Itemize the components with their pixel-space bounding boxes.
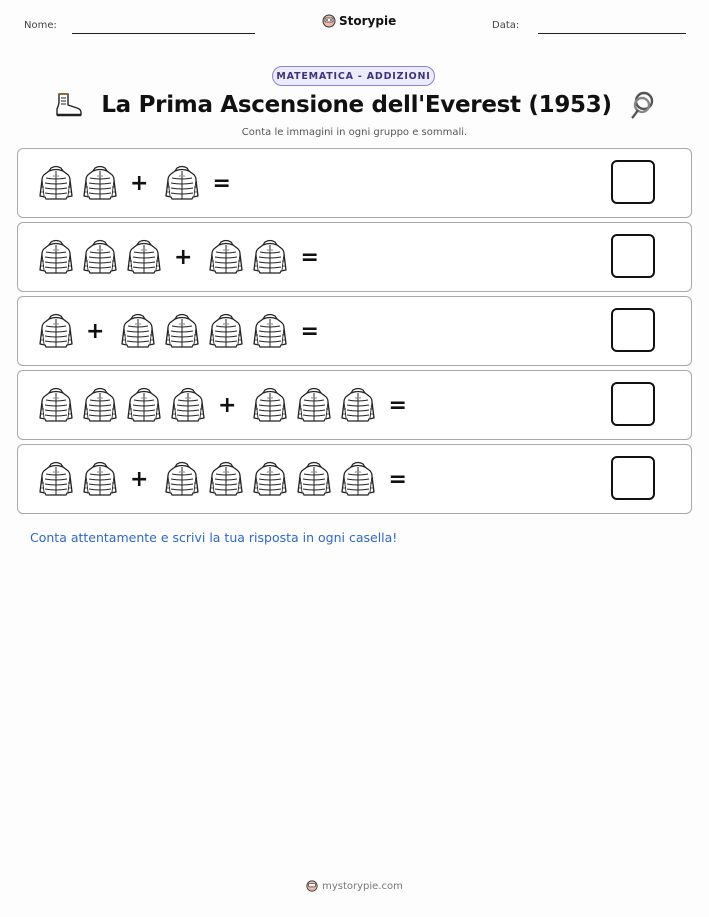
problem-row (17, 222, 692, 292)
title-row (0, 90, 709, 120)
answer-box[interactable] (611, 456, 655, 500)
storypie-mascot-icon (322, 14, 336, 28)
puffer-jacket-icon (162, 459, 202, 499)
problem-row (17, 370, 692, 440)
puffer-jacket-icon (250, 385, 290, 425)
equals-sign: = (300, 244, 319, 270)
instruction-text: Conta attentamente e scrivi la tua risposta in ogni casella! (30, 530, 398, 545)
plus-sign: + (130, 170, 149, 196)
plus-sign: + (130, 466, 149, 492)
puffer-jacket-icon (162, 163, 202, 203)
addition-expression (36, 237, 319, 277)
puffer-jacket-icon (80, 385, 120, 425)
hiking-boot-icon (53, 91, 83, 119)
puffer-jacket-icon (36, 459, 76, 499)
puffer-jacket-icon (206, 311, 246, 351)
puffer-jacket-icon (338, 459, 378, 499)
puffer-jacket-icon (36, 237, 76, 277)
site-url: mystorypie.com (322, 880, 403, 892)
answer-box[interactable] (611, 382, 655, 426)
storypie-mascot-icon (306, 880, 318, 892)
instructions-subtitle: Conta le immagini in ogni gruppo e sommali. (241, 127, 468, 138)
rope-icon (630, 90, 656, 120)
problem-row (17, 148, 692, 218)
puffer-jacket-icon (162, 311, 202, 351)
puffer-jacket-icon (124, 385, 164, 425)
equals-sign: = (300, 318, 319, 344)
plus-sign: + (218, 392, 237, 418)
name-line[interactable] (72, 33, 255, 34)
puffer-jacket-icon (124, 237, 164, 277)
puffer-jacket-icon (118, 311, 158, 351)
puffer-jacket-icon (206, 237, 246, 277)
addition-expression (36, 163, 231, 203)
answer-box[interactable] (611, 160, 655, 204)
addition-expression (36, 385, 407, 425)
footer (0, 880, 709, 892)
addition-expression (36, 459, 407, 499)
date-label: Data: (492, 20, 520, 31)
answer-box[interactable] (611, 234, 655, 278)
puffer-jacket-icon (80, 237, 120, 277)
puffer-jacket-icon (80, 459, 120, 499)
puffer-jacket-icon (80, 163, 120, 203)
puffer-jacket-icon (250, 311, 290, 351)
date-line[interactable] (538, 33, 686, 34)
plus-sign: + (174, 244, 193, 270)
problem-row (17, 444, 692, 514)
problem-row (17, 296, 692, 366)
page-title: La Prima Ascensione dell'Everest (1953) (101, 92, 612, 118)
storypie-logo (322, 14, 396, 28)
puffer-jacket-icon (250, 459, 290, 499)
answer-box[interactable] (611, 308, 655, 352)
addition-expression (36, 311, 319, 351)
puffer-jacket-icon (168, 385, 208, 425)
equals-sign: = (212, 170, 231, 196)
puffer-jacket-icon (294, 459, 334, 499)
plus-sign: + (86, 318, 105, 344)
puffer-jacket-icon (338, 385, 378, 425)
puffer-jacket-icon (294, 385, 334, 425)
brand-name: Storypie (339, 14, 397, 28)
puffer-jacket-icon (36, 163, 76, 203)
puffer-jacket-icon (36, 311, 76, 351)
name-label: Nome: (24, 20, 57, 31)
equals-sign: = (388, 466, 407, 492)
puffer-jacket-icon (206, 459, 246, 499)
subject-badge: MATEMATICA - ADDIZIONI (272, 66, 435, 86)
puffer-jacket-icon (250, 237, 290, 277)
equals-sign: = (388, 392, 407, 418)
puffer-jacket-icon (36, 385, 76, 425)
